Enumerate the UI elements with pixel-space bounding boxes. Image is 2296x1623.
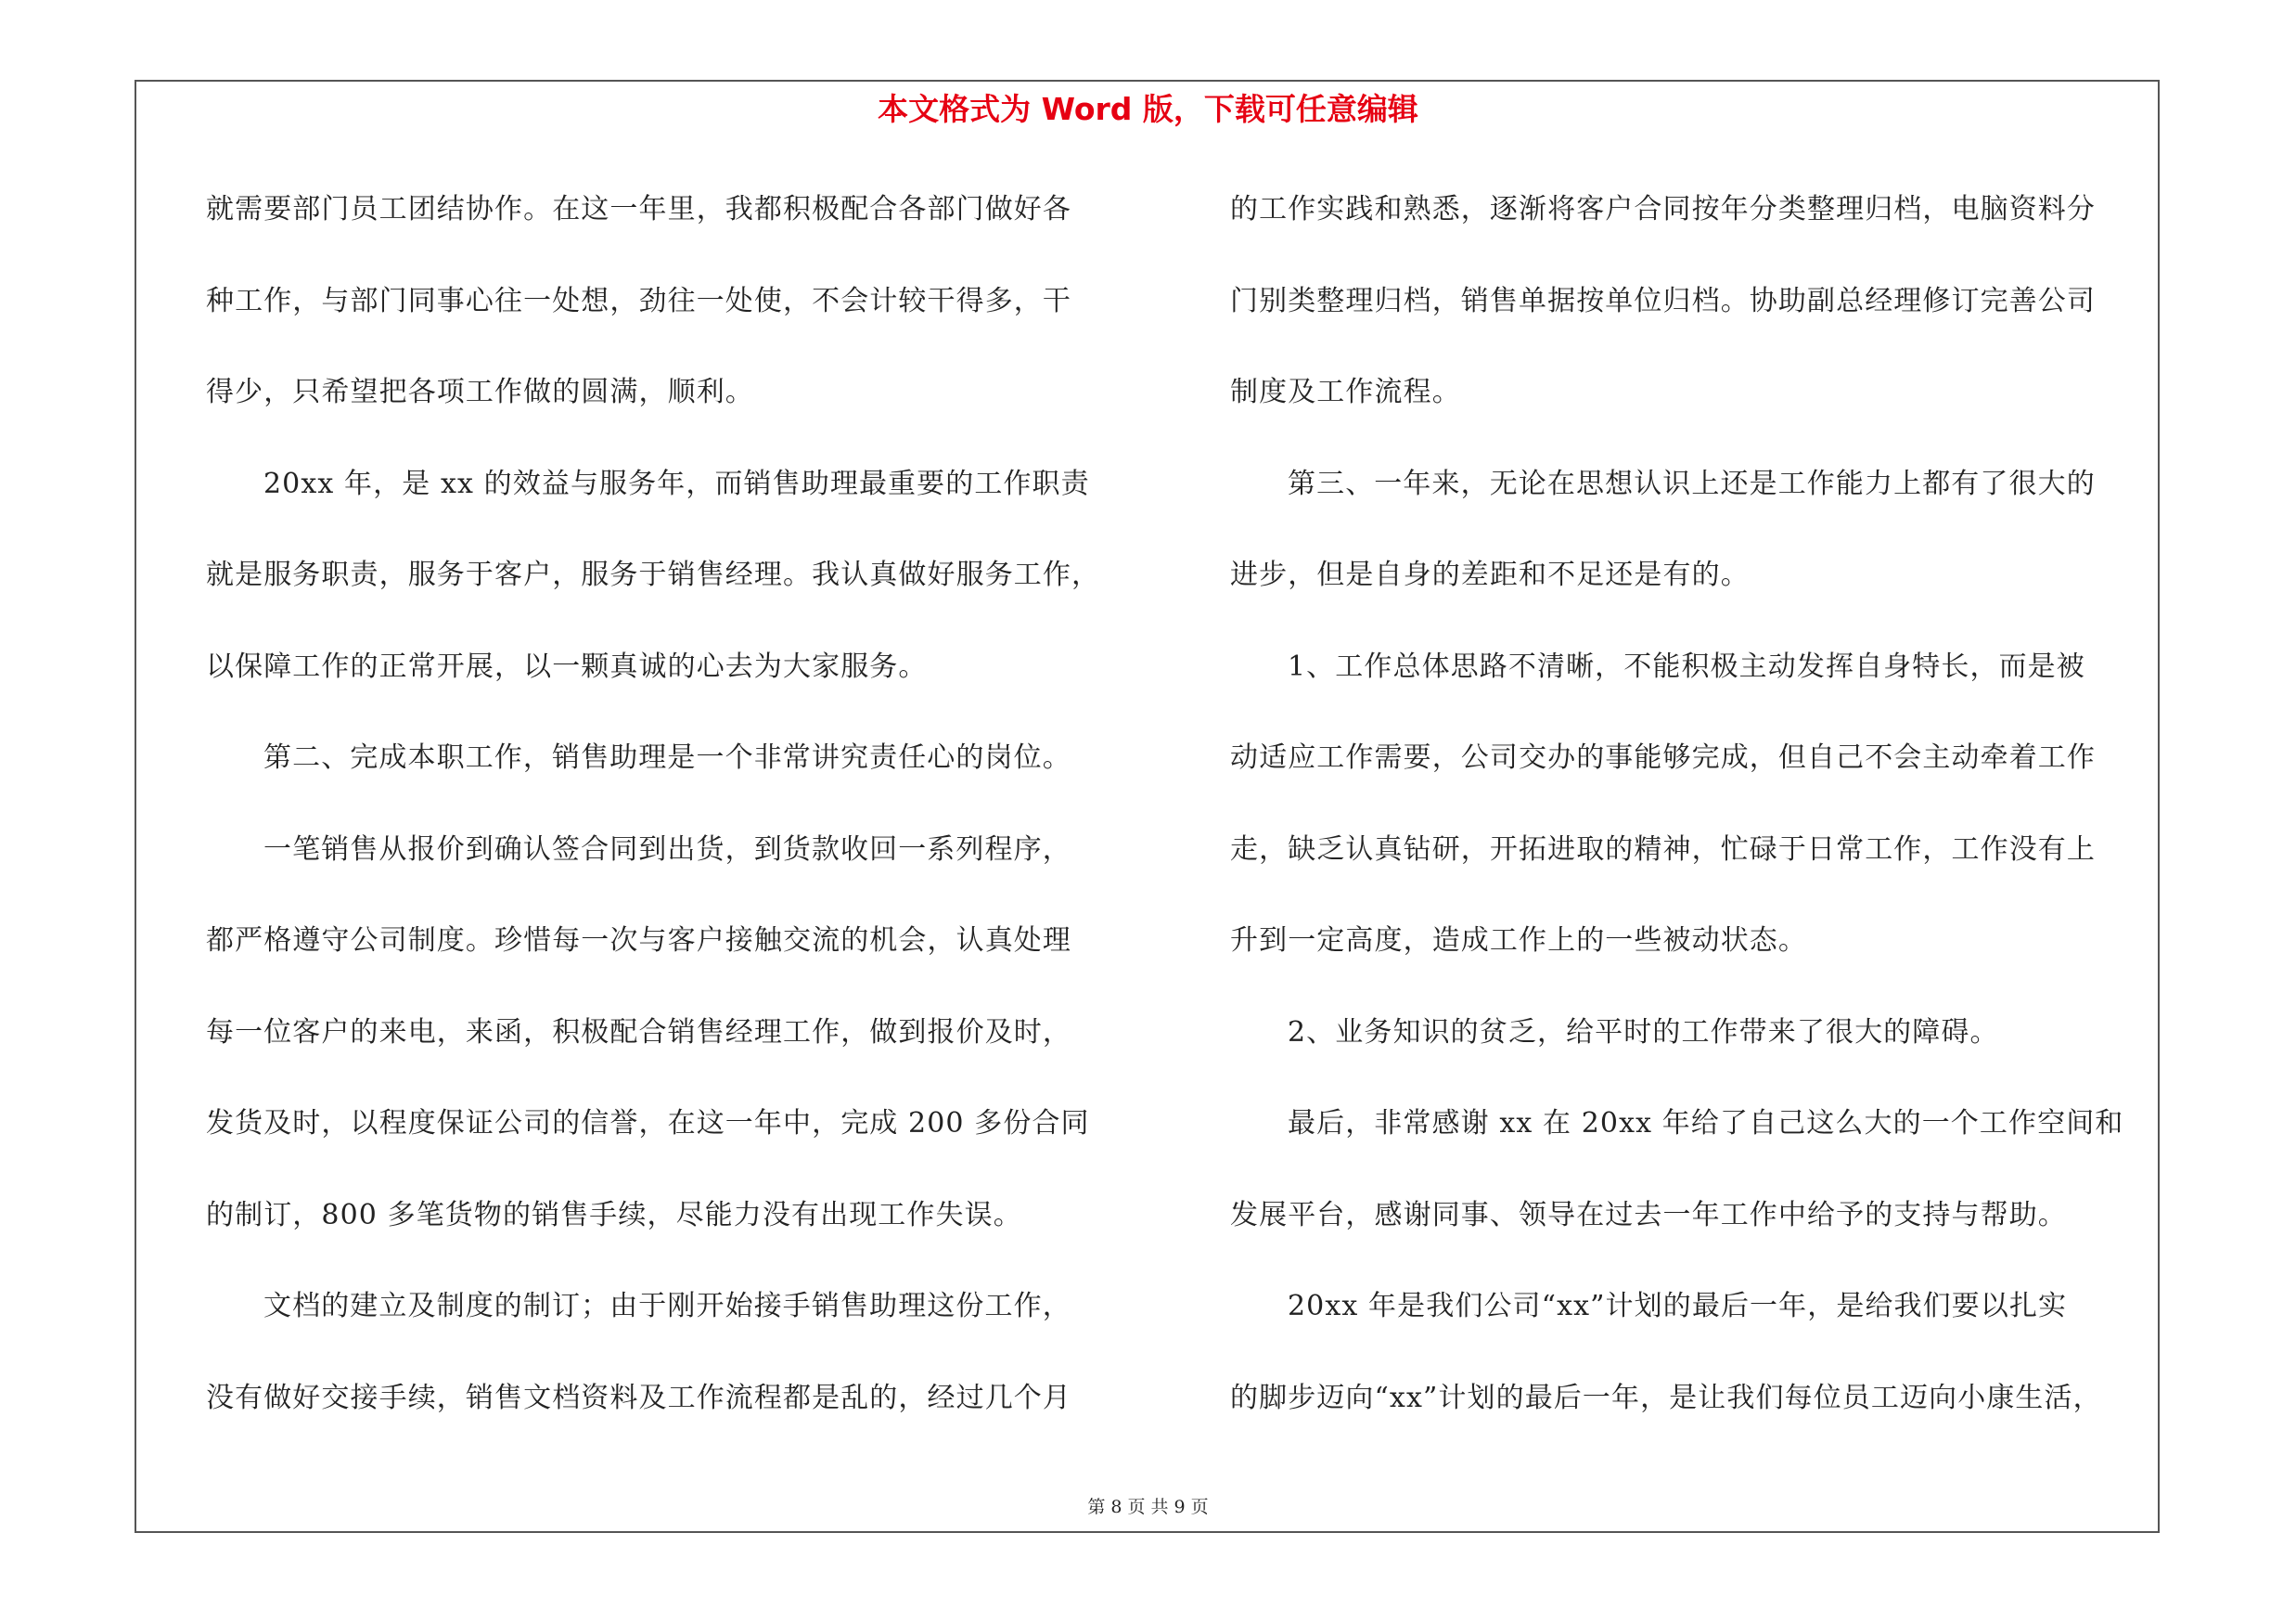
text-line: 20xx 年，是 xx 的效益与服务年，而销售助理最重要的工作职责 bbox=[263, 467, 1090, 500]
text-line: 发展平台，感谢同事、领导在过去一年工作中给予的支持与帮助。 bbox=[1230, 1198, 2067, 1231]
text-line: 就是服务职责，服务于客户，服务于销售经理。我认真做好服务工作， bbox=[206, 559, 1101, 591]
text-line: 文档的建立及制度的制订；由于刚开始接手销售助理这份工作， bbox=[263, 1290, 1071, 1322]
text-line: 一笔销售从报价到确认签合同到出货，到货款收回一系列程序， bbox=[263, 832, 1071, 866]
text-line: 就需要部门员工团结协作。在这一年里，我都积极配合各部门做好各 bbox=[206, 193, 1071, 225]
text-line: 制度及工作流程。 bbox=[1230, 376, 1461, 408]
text-line: 1、工作总体思路不清晰，不能积极主动发挥自身特长，而是被 bbox=[1288, 650, 2085, 683]
text-line: 进步，但是自身的差距和不足还是有的。 bbox=[1230, 559, 1750, 591]
text-line: 门别类整理归档，销售单据按单位归档。协助副总经理修订完善公司 bbox=[1230, 284, 2096, 317]
text-line: 的脚步迈向“xx”计划的最后一年，是让我们每位员工迈向小康生活， bbox=[1230, 1381, 2102, 1414]
page-number: 第 8 页 共 9 页 bbox=[1087, 1497, 1209, 1517]
text-line: 的制订，800 多笔货物的销售手续，尽能力没有出现工作失误。 bbox=[206, 1198, 1022, 1231]
text-line: 动适应工作需要，公司交办的事能够完成，但自己不会主动牵着工作 bbox=[1230, 741, 2096, 774]
text-line: 的工作实践和熟悉，逐渐将客户合同按年分类整理归档，电脑资料分 bbox=[1230, 193, 2096, 225]
text-line: 每一位客户的来电，来函，积极配合销售经理工作，做到报价及时， bbox=[206, 1015, 1071, 1049]
text-line: 第三、一年来，无论在思想认识上还是工作能力上都有了很大的 bbox=[1288, 467, 2096, 500]
text-line: 升到一定高度，造成工作上的一些被动状态。 bbox=[1230, 924, 1807, 957]
text-line: 没有做好交接手续，销售文档资料及工作流程都是乱的，经过几个月 bbox=[206, 1381, 1071, 1414]
text-line: 第二、完成本职工作，销售助理是一个非常讲究责任心的岗位。 bbox=[263, 741, 1071, 774]
text-line: 种工作，与部门同事心往一处想，劲往一处使，不会计较干得多，干 bbox=[206, 284, 1071, 317]
left-column bbox=[206, 182, 1124, 1462]
text-line: 20xx 年是我们公司“xx”计划的最后一年，是给我们要以扎实 bbox=[1288, 1290, 2068, 1322]
word-format-banner: 本文格式为 Word 版，下载可任意编辑 bbox=[878, 91, 1418, 127]
text-line: 走，缺乏认真钻研，开拓进取的精神，忙碌于日常工作，工作没有上 bbox=[1230, 832, 2096, 866]
right-column bbox=[1230, 182, 2148, 1462]
text-line: 得少，只希望把各项工作做的圆满，顺利。 bbox=[206, 376, 754, 408]
text-line: 以保障工作的正常开展，以一颗真诚的心去为大家服务。 bbox=[206, 650, 928, 683]
text-line: 都严格遵守公司制度。珍惜每一次与客户接触交流的机会，认真处理 bbox=[206, 924, 1071, 957]
text-line: 2、业务知识的贫乏，给平时的工作带来了很大的障碍。 bbox=[1288, 1015, 1999, 1049]
text-line: 发货及时，以程度保证公司的信誉，在这一年中，完成 200 多份合同 bbox=[206, 1107, 1090, 1140]
text-line: 最后，非常感谢 xx 在 20xx 年给了自己这么大的一个工作空间和 bbox=[1288, 1107, 2124, 1140]
